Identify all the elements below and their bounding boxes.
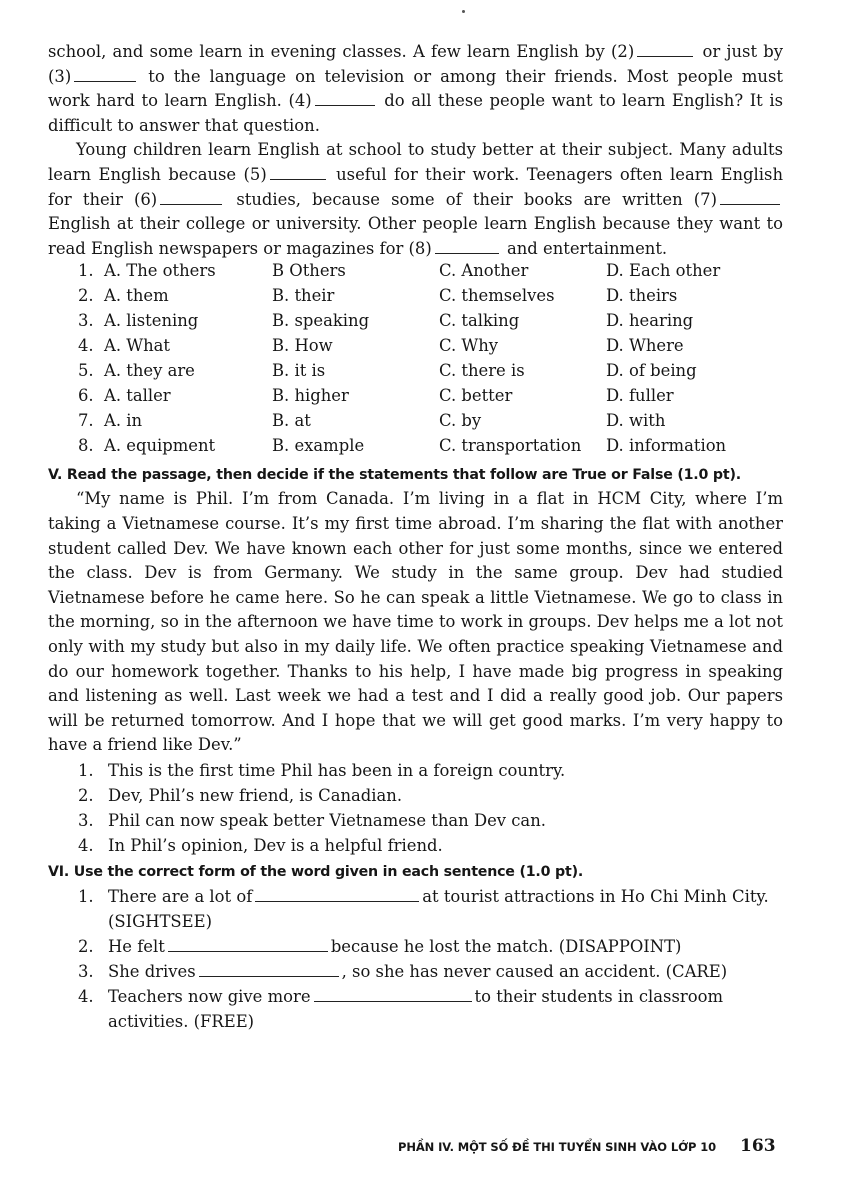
option-b[interactable]: B. at: [272, 411, 311, 431]
option-a[interactable]: A. taller: [104, 386, 171, 406]
option-number: 7.: [78, 411, 94, 431]
statement-item[interactable]: 1. This is the first time Phil has been in a foreign country.: [78, 760, 566, 780]
option-b[interactable]: B. How: [272, 336, 333, 356]
passage-iv-paragraph-1: school, and some learn in evening classes. A few learn English by (2) or just by (3) to the language on television or among their friends. Most people must work hard to learn English. (4) do all these people want to learn English? It is difficult to answer that question.: [48, 42, 783, 135]
option-d[interactable]: D. information: [606, 436, 727, 456]
section-vi-heading: VI. Use the correct form of the word given in each sentence (1.0 pt).: [48, 863, 584, 880]
option-row: [78, 436, 726, 461]
option-number: 5.: [78, 361, 94, 381]
option-row: [78, 261, 726, 286]
option-c[interactable]: C. by: [439, 411, 482, 431]
blank-6[interactable]: [160, 190, 222, 205]
option-d[interactable]: D. Each other: [606, 261, 721, 281]
scan-mark: [462, 10, 465, 13]
answer-blank[interactable]: [168, 937, 328, 952]
option-number: 8.: [78, 436, 94, 456]
blank-4[interactable]: [315, 91, 375, 106]
option-number: 3.: [78, 311, 94, 331]
option-c[interactable]: C. talking: [439, 311, 520, 331]
option-b[interactable]: B. speaking: [272, 311, 370, 331]
section-v-heading: V. Read the passage, then decide if the statements that follow are True or False (1.0 pt).: [48, 467, 741, 484]
answer-options-table: [78, 261, 726, 461]
option-row: [78, 386, 726, 411]
blank-3[interactable]: [74, 67, 136, 82]
option-number: 4.: [78, 336, 94, 356]
statement-item[interactable]: 4. In Phil’s opinion, Dev is a helpful friend.: [78, 835, 443, 855]
option-b[interactable]: B. their: [272, 286, 335, 306]
option-a[interactable]: A. equipment: [104, 436, 216, 456]
answer-blank[interactable]: [255, 887, 419, 902]
option-a[interactable]: A. in: [104, 411, 143, 431]
passage-iv-paragraph-2: Young children learn English at school to study better at their subject. Many adults learn English because (5) useful for their work. Teenagers often learn English for their (6) studies, because some of their books are written (7) English at their college or university. Other people learn English because they want to read English newspapers or magazines for (8) and entertainment.: [48, 140, 783, 258]
section-vi-items: [48, 884, 783, 1034]
option-a[interactable]: A. listening: [104, 311, 199, 331]
page-number: 163: [740, 1136, 776, 1156]
option-d[interactable]: D. hearing: [606, 311, 694, 331]
option-d[interactable]: D. of being: [606, 361, 697, 381]
word-form-item: 1. There are a lot of at tourist attractions in Ho Chi Minh City. (SIGHTSEE): [78, 886, 769, 931]
option-c[interactable]: C. transportation: [439, 436, 582, 456]
answer-blank[interactable]: [314, 987, 472, 1002]
word-form-item: 3. She drives , so she has never caused an accident. (CARE): [78, 961, 728, 981]
blank-5[interactable]: [270, 165, 326, 180]
option-c[interactable]: C. Another: [439, 261, 529, 281]
blank-8[interactable]: [435, 239, 499, 254]
statement-item[interactable]: 2. Dev, Phil’s new friend, is Canadian.: [78, 785, 403, 805]
option-b[interactable]: B. example: [272, 436, 365, 456]
statement-item[interactable]: 3. Phil can now speak better Vietnamese than Dev can.: [78, 810, 546, 830]
option-row: [78, 361, 726, 386]
option-b[interactable]: B. it is: [272, 361, 326, 381]
blank-7[interactable]: [720, 190, 780, 205]
footer-section-title: PHẦN IV. MỘT SỐ ĐỀ THI TUYỂN SINH VÀO LỚP 10: [398, 1140, 717, 1154]
option-a[interactable]: A. The others: [104, 261, 216, 281]
option-row: [78, 336, 726, 361]
option-c[interactable]: C. themselves: [439, 286, 555, 306]
option-d[interactable]: D. with: [606, 411, 666, 431]
option-c[interactable]: C. Why: [439, 336, 499, 356]
option-a[interactable]: A. What: [104, 336, 171, 356]
option-row: [78, 311, 726, 336]
option-a[interactable]: A. they are: [104, 361, 195, 381]
section-v-passage: “My name is Phil. I’m from Canada. I’m living in a flat in HCM City, where I’m taking a Vietnamese course. It’s my first time abroad. I’m sharing the flat with another student called Dev. We have known each other for just some months, since we entered the class. Dev is from Germany. We study in the same group. Dev had studied Vietnamese before he came here. So he can speak a little Vietnamese. We go to class in the morning, so in the afternoon we have time to work in groups. Dev helps me a lot not only with my study but also in my daily life. We often practice speaking Vietnamese and do our homework together. Thanks to his help, I have made big progress in speaking and listening as well. Last week we had a test and I did a really good job. Our papers will be returned tomorrow. And I hope that we will get good marks. I’m very happy to have a friend like Dev.”: [48, 489, 783, 755]
option-d[interactable]: D. theirs: [606, 286, 678, 306]
option-number: 6.: [78, 386, 94, 406]
option-number: 1.: [78, 261, 94, 281]
option-b[interactable]: B Others: [272, 261, 346, 281]
option-d[interactable]: D. fuller: [606, 386, 674, 406]
option-d[interactable]: D. Where: [606, 336, 684, 356]
answer-blank[interactable]: [199, 962, 339, 977]
option-row: [78, 411, 726, 436]
word-form-item: 4. Teachers now give more to their students in classroom activities. (FREE): [78, 986, 723, 1031]
option-c[interactable]: C. better: [439, 386, 513, 406]
word-form-item: 2. He felt because he lost the match. (DISAPPOINT): [78, 936, 682, 956]
option-row: [78, 286, 726, 311]
section-v-statements: [48, 758, 783, 858]
option-a[interactable]: A. them: [104, 286, 169, 306]
option-number: 2.: [78, 286, 94, 306]
option-b[interactable]: B. higher: [272, 386, 349, 406]
page-footer: [398, 1136, 776, 1156]
option-c[interactable]: C. there is: [439, 361, 525, 381]
page-content: [48, 40, 783, 1034]
blank-2[interactable]: [637, 42, 693, 57]
